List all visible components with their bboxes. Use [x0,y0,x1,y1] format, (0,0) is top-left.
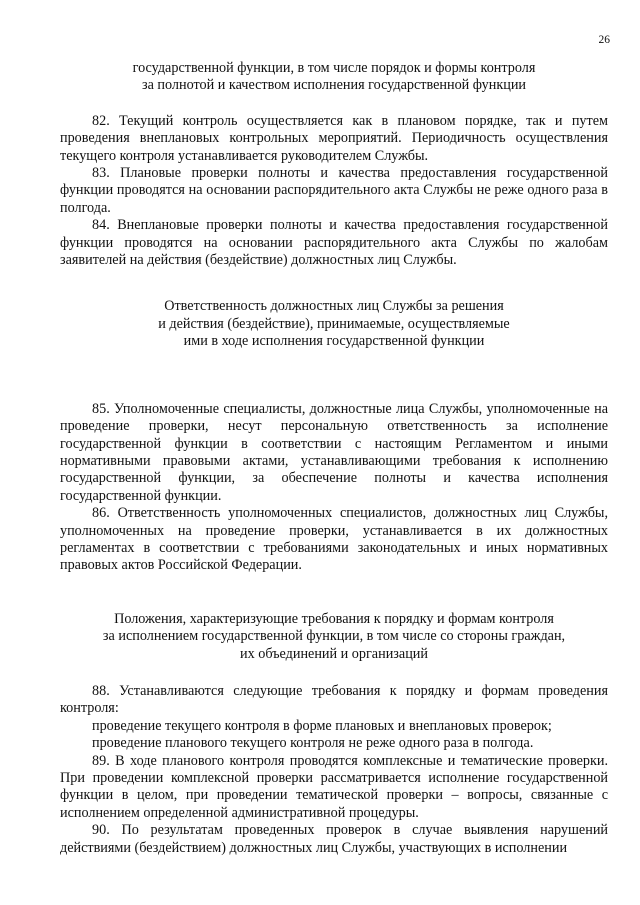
top-heading-line: государственной функции, в том числе порядок и формы контроля [132,60,536,76]
section-heading-line: их объединений и организаций [240,645,428,662]
top-heading-line: за полнотой и качеством исполнения государственной функции [141,77,527,94]
list-item: проведение текущего контроля в форме плановых и внеплановых проверок; [92,717,552,734]
section-heading-line: Ответственность должностных лиц Службы за решения [164,298,504,315]
document-body [60,60,608,857]
paragraph-90: 90. По результатам проведенных проверок в случае выявления нарушений действиями (бездействием) должностных лиц Службы, участвующих в исполнении [60,822,608,856]
paragraph-83: 83. Плановые проверки полноты и качества предоставления государственной функции проводятся на основании распорядительного акта Службы не реже одного раза в полгода. [60,165,608,216]
section-heading-line: за исполнением государственной функции, в том числе со стороны граждан, [102,628,566,645]
list-item: проведение планового текущего контроля не реже одного раза в полгода. [92,735,534,752]
top-heading [60,60,608,95]
paragraph-82: 82. Текущий контроль осуществляется как в плановом порядке, так и путем проведения внеплановых контрольных мероприятий. Периодичность осуществления текущего контроля устанавливается руководителем Службы. [60,112,608,164]
paragraph-85: 85. Уполномоченные специалисты, должностные лица Службы, уполномоченные на проведение проверки, несут персональную ответственность за исполнение государственной функции в соответствии с настоящим Регламентом и иными нормативными правовыми актами, устанавливающими требования к исполнению государственной функции, за обеспечение полноты и качества исполнения государственной функции. [60,400,608,504]
section-heading-control-provisions [60,611,608,663]
section-heading-line: ими в ходе исполнения государственной функции [183,333,485,350]
section-heading-line: и действия (бездействие), принимаемые, осуществляемые [158,315,510,332]
paragraph-89: 89. В ходе планового контроля проводятся комплексные и тематические проверки. При проведении комплексной проверки рассматривается исполнение государственной функции в целом, при проведении тематической проверки – вопросы, связанные с исполнением определенной административной процедуры. [60,752,608,821]
paragraph-84: 84. Внеплановые проверки полноты и качества предоставления государственной функции проводятся на основании распорядительного акта Службы по жалобам заявителей на действия (бездействие) должностных лиц Службы. [60,217,608,269]
section-heading-responsibility [60,298,608,350]
page-number: 26 [598,34,610,46]
paragraph-86: 86. Ответственность уполномоченных специалистов, должностных лиц Службы, уполномоченных на проведение проверки, устанавливается в их должностных регламентах в соответствии с требованиями законодательных и иных нормативных правовых актов Российской Федерации. [60,505,608,574]
section-heading-line: Положения, характеризующие требования к порядку и формам контроля [114,610,554,627]
paragraph-88: 88. Устанавливаются следующие требования к порядку и формам проведения контроля: [60,682,608,717]
